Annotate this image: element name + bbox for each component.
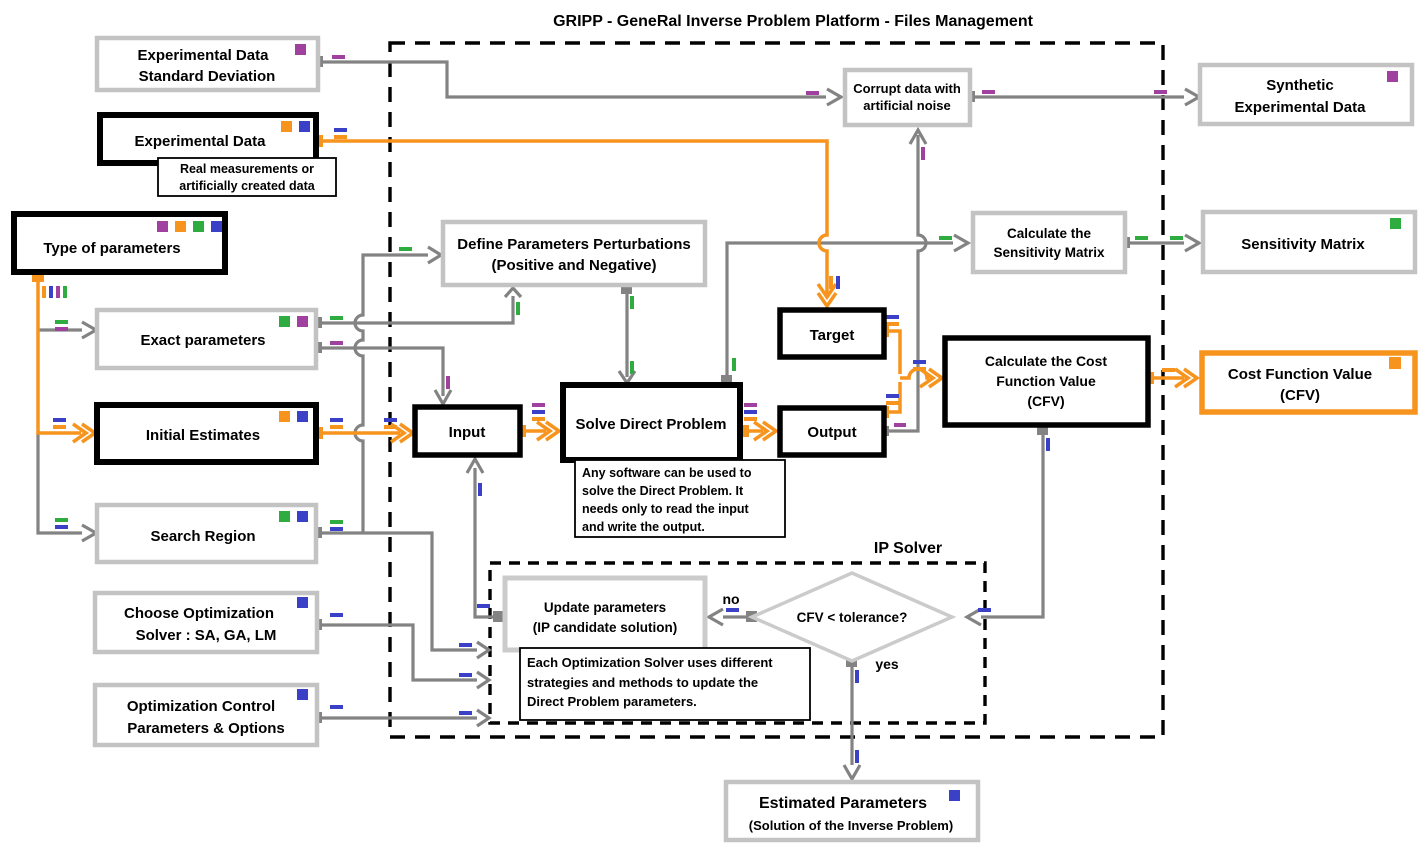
svg-text:Update parameters: Update parameters: [543, 600, 667, 615]
svg-text:(CFV): (CFV): [1027, 393, 1065, 409]
box-optimization-control: [95, 685, 317, 745]
svg-text:artificially created data: artificially created data: [179, 179, 315, 193]
green-file-icon: [1390, 218, 1401, 229]
blue-file-icon: [949, 790, 960, 801]
orange-file-icon: [281, 121, 292, 132]
edge-define-to-solve: [619, 283, 635, 383]
svg-text:(IP candidate solution): (IP candidate solution): [532, 620, 678, 635]
box-exact-parameters: [97, 310, 316, 368]
svg-text:Estimated Parameters: Estimated Parameters: [758, 795, 928, 812]
svg-text:Choose Optimization: Choose Optimization: [124, 605, 274, 622]
svg-text:Search Region: Search Region: [150, 528, 256, 545]
svg-text:(Solution of the Inverse Probl: (Solution of the Inverse Problem): [748, 818, 954, 833]
page-title: GRIPP - GeneRal Inverse Problem Platform - Files Management: [553, 13, 1033, 30]
orange-file-icon: [175, 221, 186, 232]
svg-text:Target: Target: [809, 327, 855, 344]
blue-file-icon: [211, 221, 222, 232]
svg-text:Solve Direct Problem: Solve Direct Problem: [575, 416, 727, 433]
green-file-icon: [193, 221, 204, 232]
svg-text:Cost Function Value: Cost Function Value: [1227, 366, 1373, 383]
label-yes: yes: [875, 656, 899, 672]
svg-text:Optimization Control: Optimization Control: [126, 698, 276, 715]
svg-text:Experimental Data: Experimental Data: [134, 133, 266, 150]
svg-text:Synthetic: Synthetic: [1266, 77, 1334, 94]
purple-file-icon: [295, 44, 306, 55]
svg-text:Any software can be used to: Any software can be used to: [582, 466, 752, 480]
green-file-icon: [279, 316, 290, 327]
box-calculate-cfv: [945, 338, 1148, 425]
box-choose-optimization-solver: [95, 593, 317, 652]
blue-file-icon: [299, 121, 310, 132]
edge-calccfv-to-diamond: [967, 424, 1050, 625]
edge-type-to-exact: [38, 320, 96, 338]
blue-file-icon: [297, 511, 308, 522]
edge-exact-to-define: [311, 288, 521, 328]
svg-text:Experimental Data: Experimental Data: [137, 47, 269, 64]
svg-text:Sensitivity Matrix: Sensitivity Matrix: [1241, 236, 1365, 253]
svg-text:solve the Direct Problem. It: solve the Direct Problem. It: [582, 484, 744, 498]
box-initial-estimates: [97, 405, 316, 462]
blue-file-icon: [297, 689, 308, 700]
svg-text:Calculate the: Calculate the: [1006, 226, 1092, 241]
purple-file-icon: [297, 316, 308, 327]
edge-output-to-corrupt: [879, 130, 926, 436]
svg-text:Real measurements or: Real measurements or: [179, 162, 315, 176]
edge-type-trunk: [32, 270, 95, 442]
edge-calcsens-to-sensmatrix: [1119, 235, 1199, 251]
edge-update-to-input: [467, 459, 504, 622]
svg-text:and write the output.: and write the output.: [582, 520, 705, 534]
box-synthetic-experimental-data: [1200, 65, 1412, 124]
svg-text:Sensitivity Matrix: Sensitivity Matrix: [993, 245, 1105, 260]
svg-text:Experimental Data: Experimental Data: [1234, 99, 1366, 116]
note-each-solver: [520, 648, 810, 720]
green-file-icon: [279, 511, 290, 522]
box-cost-function-value-file: [1202, 353, 1415, 412]
svg-text:Solver : SA, GA, LM: Solver : SA, GA, LM: [135, 627, 277, 644]
edge-diamond-yes-to-estimated: [844, 656, 860, 779]
svg-text:Output: Output: [807, 424, 857, 441]
svg-text:CFV < tolerance?: CFV < tolerance?: [796, 610, 908, 625]
svg-text:Corrupt data with: Corrupt data with: [853, 81, 961, 96]
box-output: [780, 408, 884, 455]
box-solve-direct-problem: [563, 385, 740, 460]
svg-text:Exact parameters: Exact parameters: [140, 332, 266, 349]
svg-text:Type of parameters: Type of parameters: [43, 240, 181, 257]
box-corrupt-data: [845, 70, 970, 125]
box-sensitivity-matrix: [1203, 212, 1415, 272]
box-target: [780, 310, 884, 357]
purple-file-icon: [157, 221, 168, 232]
blue-file-icon: [297, 597, 308, 608]
orange-file-icon: [1389, 357, 1401, 369]
svg-text:Each Optimization Solver uses: Each Optimization Solver uses different: [527, 655, 773, 670]
svg-text:(CFV): (CFV): [1280, 387, 1320, 404]
svg-text:Parameters & Options: Parameters & Options: [127, 720, 285, 737]
box-experimental-data-std: [97, 38, 318, 90]
ip-solver-label: IP Solver: [873, 540, 943, 557]
svg-text:Function Value: Function Value: [996, 373, 1096, 389]
svg-text:Input: Input: [448, 424, 486, 441]
svg-text:artificial noise: artificial noise: [863, 98, 951, 113]
label-no: no: [722, 591, 740, 607]
box-calculate-sensitivity: [973, 213, 1125, 272]
box-experimental-data: [100, 115, 316, 163]
blue-file-icon: [297, 411, 308, 422]
note-any-software: [575, 460, 785, 537]
svg-text:Direct Problem parameters.: Direct Problem parameters.: [527, 694, 697, 709]
box-type-of-parameters: [14, 214, 225, 272]
svg-text:Calculate the Cost: Calculate the Cost: [984, 353, 1108, 369]
box-define-perturbations: [443, 222, 705, 285]
note-real-measurements: [158, 158, 336, 196]
orange-file-icon: [279, 411, 290, 422]
box-update-parameters: [505, 578, 705, 650]
box-input: [415, 407, 520, 455]
svg-text:(Positive and Negative): (Positive and Negative): [491, 257, 657, 274]
box-estimated-parameters: [726, 782, 978, 840]
svg-text:needs only to read the input: needs only to read the input: [582, 502, 749, 516]
svg-text:Initial Estimates: Initial Estimates: [145, 427, 261, 444]
box-search-region: [97, 505, 316, 562]
purple-file-icon: [1387, 71, 1398, 82]
svg-text:Define Parameters Perturbation: Define Parameters Perturbations: [457, 236, 691, 253]
edge-exact-to-input: [311, 341, 451, 404]
edge-type-to-search: [38, 433, 96, 541]
edge-optcontrol-to-ipsolver: [311, 705, 489, 726]
svg-text:strategies and methods to upda: strategies and methods to update the: [527, 675, 759, 690]
svg-text:Standard Deviation: Standard Deviation: [138, 68, 276, 85]
